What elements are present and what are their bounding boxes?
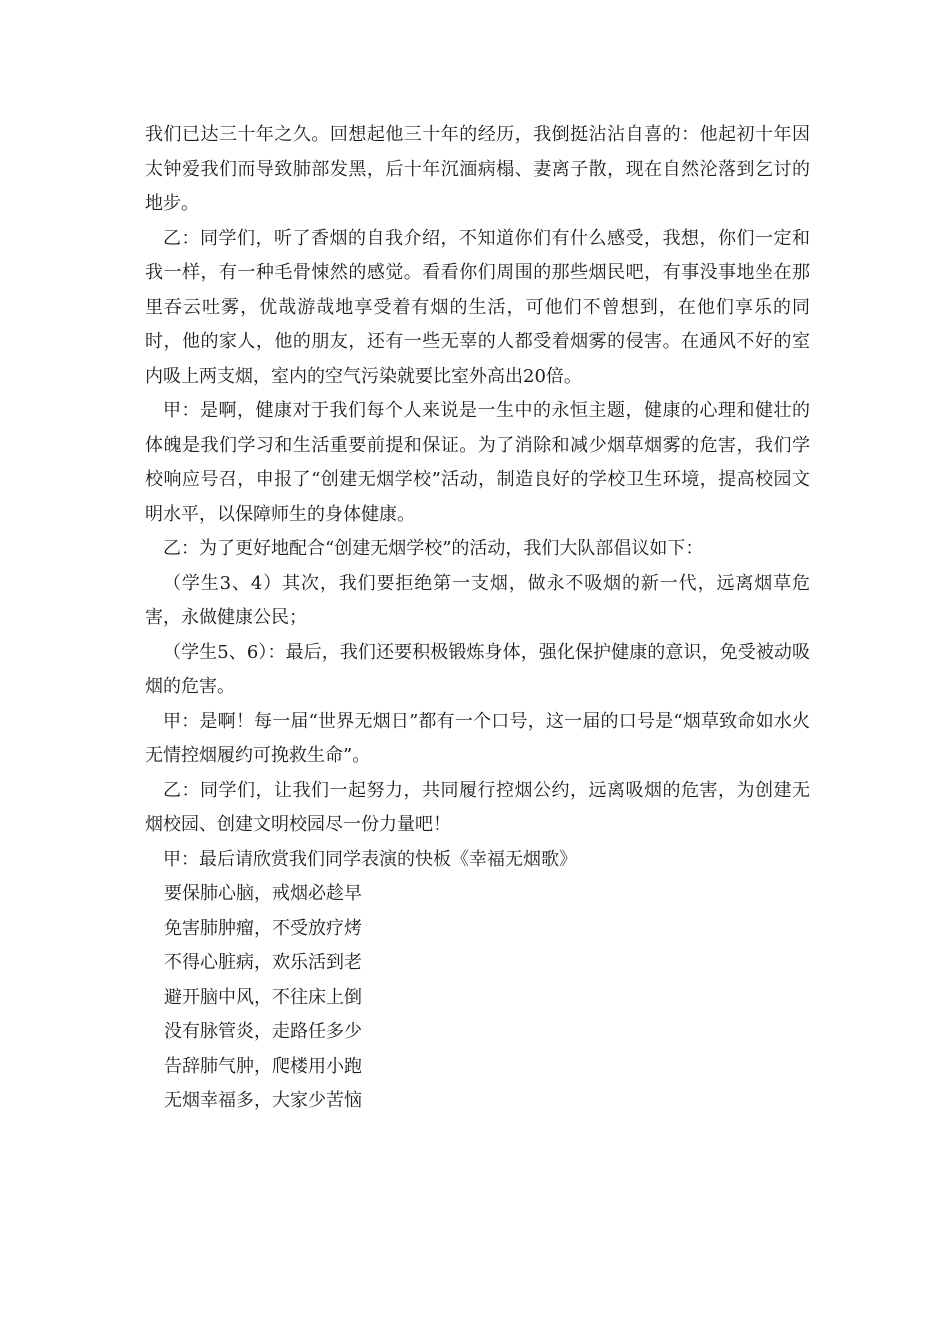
paragraph-yi-2: 乙：为了更好地配合“创建无烟学校”的活动，我们大队部倡议如下： — [163, 538, 704, 559]
paragraph-yi-3: 乙：同学们，让我们一起努力，共同履行控烟公约，远离吸烟的危害，为创建无烟校园、创建文明校园尽一份力量吧！ — [145, 779, 810, 835]
paragraph-students-5-6: （学生5、6）：最后，我们还要积极锻炼身体，强化保护健康的意识，免受被动吸烟的危害。 — [145, 641, 810, 697]
paragraph-jia-2: 甲：是啊！每一届“世界无烟日”都有一个口号，这一届的口号是“烟草致命如水火无情控烟履约可挽救生命”。 — [145, 710, 810, 766]
verse-line: 要保肺心脑，戒烟必趁早 — [164, 883, 362, 904]
verse-line: 免害肺肿瘤，不受放疗烤 — [164, 917, 362, 939]
verse-block — [145, 877, 810, 1119]
paragraph-jia-3: 甲：最后请欣赏我们同学表演的快板《幸福无烟歌》 — [163, 848, 577, 870]
paragraph-yi-1: 乙：同学们，听了香烟的自我介绍，不知道你们有什么感受，我想，你们一定和我一样，有一种毛骨悚然的感觉。看看你们周围的那些烟民吧，有事没事地坐在那里吞云吐雾，优哉游哉地享受着有烟的生活，可他们不曾想到，在他们享乐的同时，他的家人，他的朋友，还有一些无辜的人都受着烟雾的侵害。在通风不好的室内吸上两支烟，室内的空气污染就要比室外高出20倍。 — [145, 227, 810, 387]
verse-line: 避开脑中风，不往床上倒 — [164, 986, 362, 1008]
verse-line: 没有脉管炎，走路任多少 — [164, 1021, 362, 1042]
paragraph-intro: 我们已达三十年之久。回想起他三十年的经历，我倒挺沾沾自喜的：他起初十年因太钟爱我们而导致肺部发黑，后十年沉湎病榻、妻离子散，现在自然沦落到乞讨的地步。 — [145, 124, 810, 214]
verse-line: 不得心脏病，欢乐活到老 — [164, 952, 362, 973]
document-body — [145, 118, 810, 1119]
verse-line: 告辞肺气肿，爬楼用小跑 — [164, 1055, 362, 1077]
paragraph-jia-1: 甲：是啊，健康对于我们每个人来说是一生中的永恒主题，健康的心理和健壮的体魄是我们学习和生活重要前提和保证。为了消除和减少烟草烟雾的危害，我们学校响应号召，申报了“创建无烟学校”活动，制造良好的学校卫生环境，提高校园文明水平，以保障师生的身体健康。 — [145, 400, 810, 525]
verse-line: 无烟幸福多，大家少苦恼 — [164, 1090, 362, 1111]
paragraph-students-3-4: （学生3、4）其次，我们要拒绝第一支烟，做永不吸烟的新一代，远离烟草危害，永做健康公民； — [145, 572, 810, 628]
